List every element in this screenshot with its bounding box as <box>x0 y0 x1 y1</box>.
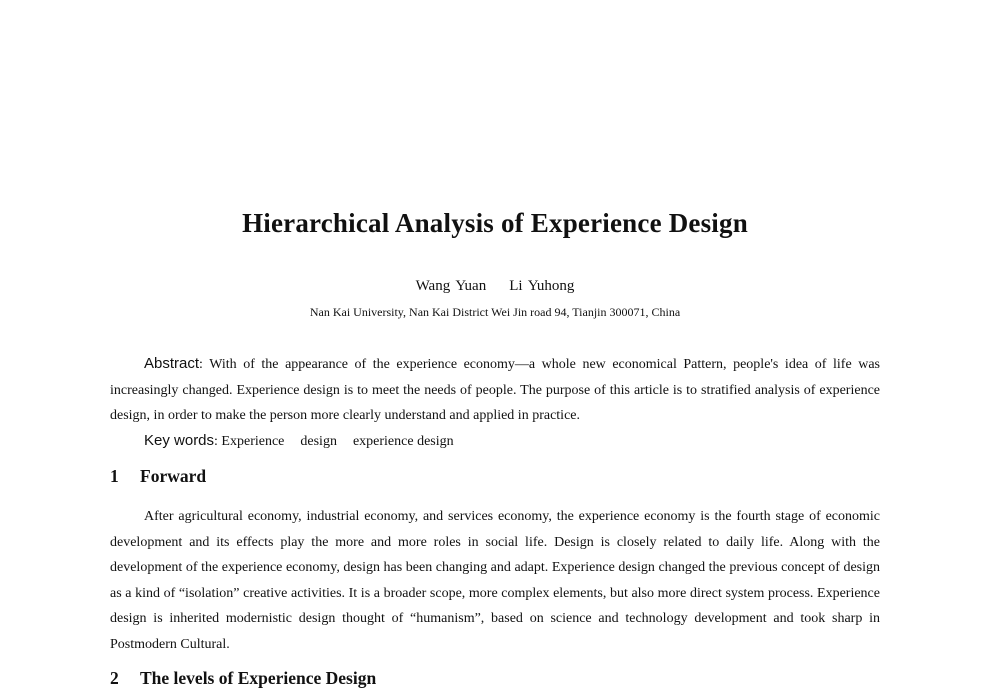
abstract-paragraph <box>110 351 880 429</box>
paper-title: Hierarchical Analysis of Experience Design <box>242 208 748 238</box>
abstract-label: Abstract <box>144 355 200 372</box>
keyword-item: Experience <box>221 434 285 449</box>
keyword-item: design <box>300 434 337 449</box>
section-title: The levels of Experience Design <box>140 668 377 688</box>
body-paragraph: After agricultural economy, industrial economy, and services economy, the experience economy is the fourth stage of economic development and its effects play the more and more roles in social life. Design is closely related to daily life. Along with the development of the experience economy, design has been changing and adapt. Experience design changed the previous concept of design as a kind of “isolation” creative activities. It is a broader scope, more complex elements, but also more direct system process. Experience design is inherited modernistic design thought of “humanism”, based on science and technology development and took sharp in Postmodern Cultural. <box>110 509 880 652</box>
keywords-label: Key words <box>144 432 215 449</box>
section-number: 2 <box>110 668 119 688</box>
section-heading <box>110 668 376 689</box>
keywords-line <box>110 428 880 455</box>
section-heading <box>110 466 206 487</box>
keywords-colon: : <box>214 434 218 449</box>
section-number: 1 <box>110 466 119 486</box>
affiliation-line: Nan Kai University, Nan Kai District Wei Jin road 94, Tianjin 300071, China <box>309 305 681 319</box>
abstract-colon: : <box>199 357 203 372</box>
section-title: Forward <box>140 466 207 486</box>
abstract-text: With of the appearance of the experience economy—a whole new economical Pattern, people's idea of life was increasingly changed. Experience design is to meet the needs of people. The purpose of this article is to stratified analysis of experience design, in order to make the person more clearly understand and applied in practice. <box>110 357 880 423</box>
authors-text: Wang Yuan Li Yuhong <box>415 278 575 294</box>
author-line <box>0 278 990 295</box>
keyword-item: experience design <box>352 434 454 449</box>
